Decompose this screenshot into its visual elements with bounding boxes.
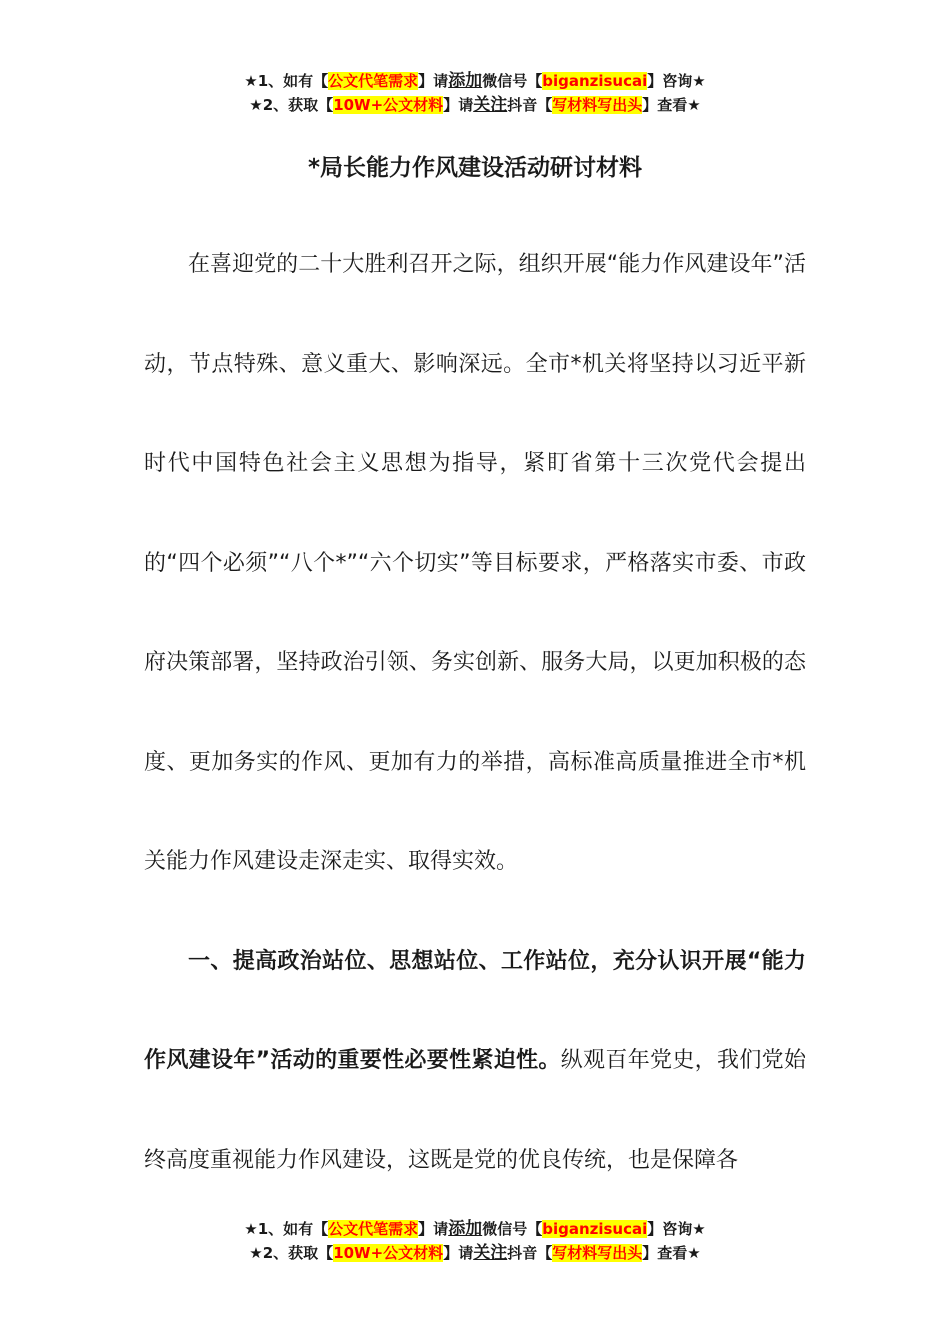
header-banner xyxy=(0,69,950,117)
section-1-heading: 一、提高政治站位、思想站位、工作站位，充分认识开展“能力作风建设年”活动的重要性必要性紧迫性。 xyxy=(144,948,806,1073)
document-title: *局长能力作风建设活动研讨材料 xyxy=(307,155,643,181)
footer-2-mid2: 抖音【 xyxy=(507,1244,553,1262)
footer-1-mid2: 微信号【 xyxy=(482,1220,543,1238)
footer-1-mid: 】请 xyxy=(418,1220,449,1238)
banner-1-highlight-wechat: biganzisucai xyxy=(542,72,648,90)
banner-1-prefix: ★1、如有【 xyxy=(244,72,329,90)
banner-1-highlight-service: 公文代笔需求 xyxy=(328,72,419,90)
paragraph-section-1 xyxy=(144,912,806,1211)
footer-1-prefix: ★1、如有【 xyxy=(244,1220,329,1238)
banner-line-1 xyxy=(0,69,950,93)
banner-1-underlined: 添加 xyxy=(448,71,483,91)
banner-2-underlined: 关注 xyxy=(473,95,508,115)
footer-2-underlined: 关注 xyxy=(473,1243,508,1263)
footer-1-underlined: 添加 xyxy=(448,1219,483,1239)
footer-banner-line-2 xyxy=(0,1241,950,1265)
banner-2-prefix: ★2、获取【 xyxy=(249,96,334,114)
banner-2-suffix: 】查看★ xyxy=(642,96,701,114)
paragraph-intro: 在喜迎党的二十大胜利召开之际，组织开展“能力作风建设年”活动，节点特殊、意义重大、影响深远。全市*机关将坚持以习近平新时代中国特色社会主义思想为指导，紧盯省第十三次党代会提出的“四个必须”“八个*”“六个切实”等目标要求，严格落实市委、市政府决策部署，坚持政治引领、务实创新、服务大局，以更加积极的态度、更加务实的作风、更加有力的举措，高标准高质量推进全市*机关能力作风建设走深走实、取得实效。 xyxy=(144,252,806,874)
footer-banner-line-1 xyxy=(0,1217,950,1241)
banner-1-mid2: 微信号【 xyxy=(482,72,543,90)
banner-2-highlight-materials: 10W+公文材料 xyxy=(333,96,444,114)
banner-2-highlight-douyin: 写材料写出头 xyxy=(552,96,643,114)
footer-2-suffix: 】查看★ xyxy=(642,1244,701,1262)
banner-1-suffix: 】咨询★ xyxy=(647,72,706,90)
footer-2-prefix: ★2、获取【 xyxy=(249,1244,334,1262)
banner-2-mid2: 抖音【 xyxy=(507,96,553,114)
footer-2-mid: 】请 xyxy=(443,1244,474,1262)
banner-line-2 xyxy=(0,93,950,117)
banner-2-mid: 】请 xyxy=(443,96,474,114)
footer-banner xyxy=(0,1217,950,1265)
footer-1-highlight-service: 公文代笔需求 xyxy=(328,1220,419,1238)
footer-1-suffix: 】咨询★ xyxy=(647,1220,706,1238)
footer-1-highlight-wechat: biganzisucai xyxy=(542,1220,648,1238)
footer-2-highlight-douyin: 写材料写出头 xyxy=(552,1244,643,1262)
footer-2-highlight-materials: 10W+公文材料 xyxy=(333,1244,444,1262)
section-1-text: 纵观百年党史，我们党始终高度重视能力作风建设，这既是党的优良传统，也是保障各 xyxy=(144,1048,806,1173)
banner-1-mid: 】请 xyxy=(418,72,449,90)
document-body xyxy=(144,215,806,1210)
